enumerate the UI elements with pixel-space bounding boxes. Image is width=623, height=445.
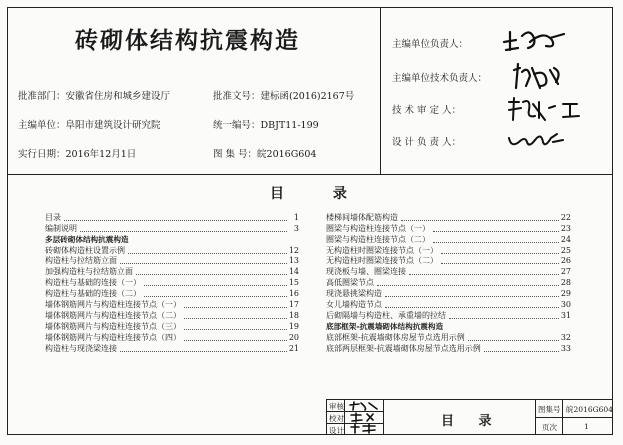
toc-entry-page: 24 — [560, 234, 571, 244]
toc-leader-dots — [377, 285, 559, 286]
toc-entry-page: 1 — [293, 212, 299, 222]
toc-leader-dots — [385, 296, 559, 297]
toc-entry-title: 墙体钢筋网片与构造柱连接节点（一） — [45, 300, 181, 310]
toc-entry-title: 编制说明 — [45, 223, 77, 233]
toc-entry — [326, 332, 571, 343]
toc-entry — [326, 310, 571, 321]
toc-leader-dots — [184, 329, 287, 330]
toc-entry-title: 现浇悬挑梁构造 — [326, 289, 382, 299]
toc-entry-page: 22 — [560, 212, 571, 222]
atlas-number-label: 图集号 — [538, 405, 561, 414]
toc-entry-title: 构造柱与现浇梁连接 — [45, 343, 117, 353]
toc-entry-title: 底部框架-抗震墙砌体结构抗震构造 — [326, 321, 444, 331]
toc-entry-title: 无构造柱时圈梁连接节点（一） — [326, 245, 438, 255]
toc-entry-page: 25 — [560, 245, 571, 255]
toc-entry-title: 现浇板与墙、圈梁连接 — [326, 267, 406, 277]
toc-leader-dots — [484, 351, 559, 352]
toc-entry-title: 楼梯间墙体配筋构造 — [326, 212, 398, 222]
toc-entry-title: 无构造柱时圈梁连接节点（二） — [326, 256, 438, 266]
toc-entry — [45, 299, 299, 310]
toc-leader-dots — [468, 340, 559, 341]
toc-entry — [326, 343, 571, 354]
toc-entry — [45, 256, 299, 267]
toc-entry-title: 构造柱与拉结筋立面 — [45, 256, 117, 266]
signature-tech-head — [510, 60, 570, 92]
toc-entry-page: 13 — [288, 256, 299, 266]
toc-entry-title: 多层砖砌体结构抗震构造 — [45, 234, 129, 244]
title-block-signatures — [347, 400, 381, 434]
toc-entry-page: 3 — [293, 223, 299, 233]
toc-leader-dots — [409, 274, 559, 275]
toc-entry-title: 后砌隔墙与构造柱、承重墙的拉结 — [326, 310, 446, 320]
toc-leader-dots — [184, 340, 287, 341]
atlas-number-value: 皖2016G604 — [566, 405, 613, 414]
toc-entry — [326, 288, 571, 299]
toc-leader-dots — [433, 231, 559, 232]
designer-label: 设 计 负 责 人： — [392, 137, 462, 148]
toc-entry — [45, 332, 299, 343]
toc-entry-page: 32 — [560, 332, 571, 342]
toc-entry — [326, 256, 571, 267]
toc-leader-dots — [184, 307, 287, 308]
toc-leader-dots — [136, 274, 287, 275]
toc-entry-page: 33 — [560, 343, 571, 353]
toc-entry-title: 墙体钢筋网片与构造柱连接节点（二） — [45, 310, 181, 320]
toc-entry — [45, 321, 299, 332]
toc-leader-dots — [385, 307, 559, 308]
toc-entry-title: 高低圈梁节点 — [326, 278, 374, 288]
toc-entry-title: 女儿墙构造节点 — [326, 300, 382, 310]
toc-entry — [326, 212, 571, 223]
unit-head-label: 主编单位负责人： — [392, 39, 469, 50]
toc-entry — [326, 234, 571, 245]
toc-left-column — [45, 212, 299, 354]
toc-entry-page: 14 — [288, 267, 299, 277]
design-label: 设计 — [329, 426, 344, 435]
toc-leader-dots — [184, 318, 287, 319]
toc-entry-page: 12 — [288, 245, 299, 255]
toc-entry — [45, 245, 299, 256]
toc-entry-title: 构造柱与基础的连接（二） — [45, 289, 141, 299]
unified-number: 统一编号：DBJT11-199 — [213, 120, 319, 131]
check-label: 校对 — [329, 414, 344, 423]
approval-doc: 批准文号：建标函(2016)2167号 — [213, 91, 355, 102]
toc-entry-page: 30 — [560, 300, 571, 310]
signature-reviewer — [505, 94, 595, 124]
toc-entry — [45, 288, 299, 299]
toc-entry-page: 23 — [560, 223, 571, 233]
toc-leader-dots — [441, 253, 559, 254]
toc-entry-page: 16 — [288, 289, 299, 299]
header-divider — [7, 174, 613, 175]
signature-unit-head — [500, 24, 590, 54]
toc-entry-page: 20 — [288, 332, 299, 342]
page-value: 1 — [584, 422, 589, 431]
toc-entry-title: 砖砌体构造柱设置示例 — [45, 245, 125, 255]
toc-entry-page: 26 — [560, 256, 571, 266]
toc-entry — [45, 266, 299, 277]
toc-entry-title: 底部两层框架-抗震墙砌体房屋节点选用示例 — [326, 343, 481, 353]
reviewer-label: 技 术 审 定 人： — [392, 105, 462, 116]
toc-entry — [45, 277, 299, 288]
toc-entry-page: 31 — [560, 310, 571, 320]
toc-entry-page: 21 — [288, 343, 299, 353]
toc-entry-page: 28 — [560, 278, 571, 288]
toc-leader-dots — [144, 296, 287, 297]
atlas-number: 图 集 号：皖2016G604 — [213, 149, 317, 160]
toc-leader-dots — [449, 318, 559, 319]
approval-dept: 批准部门：安徽省住房和城乡建设厅 — [18, 91, 171, 102]
editor-unit: 主编单位：阜阳市建筑设计研究院 — [18, 120, 161, 131]
page-label: 页次 — [542, 423, 557, 432]
toc-right-column — [326, 212, 571, 354]
toc-entry-title: 加强构造柱与拉结筋立面 — [45, 267, 133, 277]
toc-entry — [326, 266, 571, 277]
toc-entry-title: 墙体钢筋网片与构造柱连接节点（三） — [45, 321, 181, 331]
toc-entry-title: 墙体钢筋网片与构造柱连接节点（四） — [45, 332, 181, 342]
toc-entry — [45, 223, 299, 234]
page-title: 砖砌体结构抗震构造 — [75, 28, 300, 54]
toc-section-heading — [45, 234, 299, 245]
toc-leader-dots — [128, 253, 287, 254]
toc-entry — [326, 245, 571, 256]
toc-entry-page: 15 — [288, 278, 299, 288]
effective-date: 实行日期：2016年12月1日 — [18, 149, 137, 160]
toc-entry-page: 27 — [560, 267, 571, 277]
toc-entry-title: 底部框架-抗震墙砌体房屋节点选用示例 — [326, 332, 465, 342]
toc-entry-title: 圈梁与构造柱连接节点（二） — [326, 234, 430, 244]
toc-leader-dots — [120, 351, 287, 352]
toc-title: 目 录 — [270, 186, 369, 202]
toc-entry-title: 目录 — [45, 212, 61, 222]
toc-leader-dots — [64, 220, 287, 221]
toc-leader-dots — [120, 263, 287, 264]
toc-entry — [326, 299, 571, 310]
toc-entry — [326, 223, 571, 234]
toc-section-heading — [326, 321, 571, 332]
toc-entry — [45, 310, 299, 321]
toc-leader-dots — [433, 242, 559, 243]
signature-designer — [505, 124, 575, 152]
tech-head-label: 主编单位技术负责人： — [392, 73, 488, 84]
toc-leader-dots — [80, 231, 287, 232]
toc-entry — [45, 343, 299, 354]
toc-leader-dots — [401, 220, 559, 221]
toc-entry — [45, 212, 299, 223]
toc-entry — [326, 277, 571, 288]
toc-leader-dots — [441, 263, 559, 264]
toc-leader-dots — [144, 285, 287, 286]
toc-entry-page: 29 — [560, 289, 571, 299]
review-label: 审核 — [329, 402, 344, 411]
toc-entry-page: 19 — [288, 321, 299, 331]
title-block-center: 目 录 — [441, 414, 502, 429]
toc-entry-page: 18 — [288, 310, 299, 320]
toc-entry-title: 构造柱与基础的连接（一） — [45, 278, 141, 288]
toc-entry-page: 17 — [288, 300, 299, 310]
toc-entry-title: 圈梁与构造柱连接节点（一） — [326, 223, 430, 233]
